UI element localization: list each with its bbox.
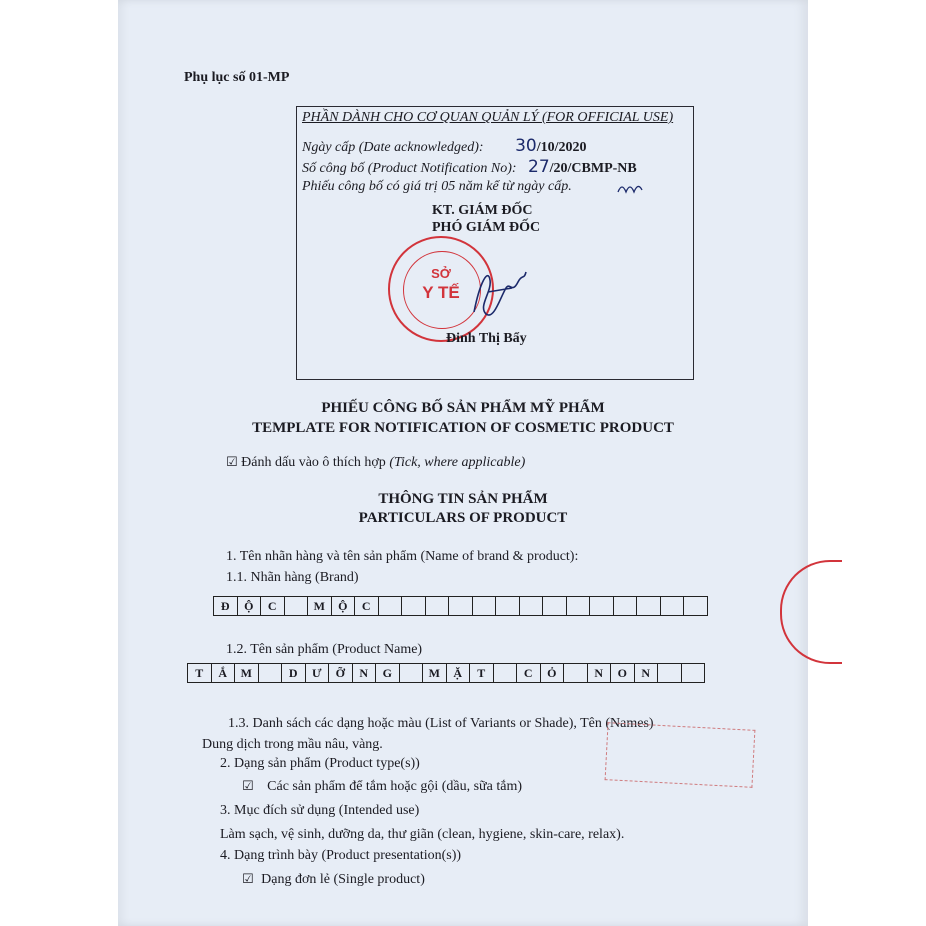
checkbox-checked-icon: ☑	[242, 779, 254, 794]
item-2-heading: 2. Dạng sản phẩm (Product type(s))	[220, 756, 420, 771]
bleed-through-text	[176, 314, 186, 331]
item-3-heading: 3. Mục đích sử dụng (Intended use)	[220, 803, 420, 818]
notification-number-rest: /20/CBMP-NB	[549, 161, 637, 176]
item-2-choice-label: Các sản phẩm để tắm hoặc gội (dầu, sữa tắm)	[267, 779, 522, 794]
letter-box	[426, 597, 450, 615]
section-title-vi: THÔNG TIN SẢN PHẨM	[378, 491, 548, 507]
letter-box: T	[470, 664, 494, 682]
date-acknowledged-row	[302, 136, 586, 156]
date-label: Ngày cấp (Date acknowledged):	[302, 140, 484, 155]
letter-box	[684, 597, 708, 615]
letter-box: Đ	[214, 597, 238, 615]
product-name-grid	[187, 663, 705, 683]
letter-box	[496, 597, 520, 615]
variants-value: Dung dịch trong mầu nâu, vàng.	[202, 737, 383, 752]
item-3-value: Làm sạch, vệ sinh, dưỡng da, thư giãn (clean, hygiene, skin-care, relax).	[220, 827, 625, 842]
letter-box	[637, 597, 661, 615]
letter-box	[567, 597, 591, 615]
validity-note: Phiếu công bố có giá trị 05 năm kể từ ngày cấp.	[302, 179, 572, 194]
letter-box	[400, 664, 424, 682]
letter-box: N	[353, 664, 377, 682]
letter-box	[449, 597, 473, 615]
item-2-choice	[242, 779, 522, 795]
letter-box	[590, 597, 614, 615]
item-4-choice-label: Dạng đơn lẻ (Single product)	[261, 872, 425, 887]
seal-text-line2: Y TẾ	[422, 283, 460, 302]
letter-box: T	[188, 664, 212, 682]
notification-number-row	[302, 157, 637, 177]
appendix-label: Phụ lục số 01-MP	[184, 70, 290, 85]
signer-title-1: KT. GIÁM ĐỐC	[432, 203, 533, 218]
checkbox-checked-icon: ☑	[242, 872, 254, 887]
letter-box: Ư	[306, 664, 330, 682]
letter-box: N	[635, 664, 659, 682]
item-1-3-heading: 1.3. Danh sách các dạng hoặc màu (List of Variants or Shade), Tên (Names)	[228, 716, 654, 731]
letter-box	[402, 597, 426, 615]
letter-box: M	[308, 597, 332, 615]
notification-number-label: Số công bố (Product Notification No):	[302, 161, 517, 176]
date-day-handwritten: 30	[515, 136, 537, 156]
letter-box: G	[376, 664, 400, 682]
tick-instruction	[226, 455, 525, 471]
letter-box	[564, 664, 588, 682]
letter-box	[494, 664, 518, 682]
letter-box	[658, 664, 682, 682]
section-title-en: PARTICULARS OF PRODUCT	[358, 510, 568, 526]
letter-box	[661, 597, 685, 615]
letter-box: Ỏ	[541, 664, 565, 682]
letter-box	[285, 597, 309, 615]
letter-box: C	[261, 597, 285, 615]
letter-box	[473, 597, 497, 615]
bleed-through-text	[176, 340, 186, 357]
checkbox-checked-icon: ☑	[226, 455, 238, 470]
pencil-annotation-box	[605, 722, 756, 788]
brand-name-grid	[213, 596, 708, 616]
letter-box: Ắ	[212, 664, 236, 682]
tick-instruction-vi: Đánh dấu vào ô thích hợp	[241, 455, 386, 470]
item-1-1-heading: 1.1. Nhãn hàng (Brand)	[226, 570, 359, 585]
initials-signature	[616, 180, 646, 200]
letter-box: N	[588, 664, 612, 682]
letter-box: Ộ	[332, 597, 356, 615]
official-box-header: PHẦN DÀNH CHO CƠ QUAN QUẢN LÝ (FOR OFFICIAL USE)	[302, 110, 674, 125]
letter-box	[379, 597, 403, 615]
letter-box	[520, 597, 544, 615]
letter-box: Ộ	[238, 597, 262, 615]
signature-scribble	[466, 262, 530, 324]
letter-box: M	[423, 664, 447, 682]
signer-name: Đinh Thị Bẩy	[446, 331, 527, 346]
signer-title-2: PHÓ GIÁM ĐỐC	[432, 220, 541, 235]
item-4-heading: 4. Dạng trình bày (Product presentation(s))	[220, 848, 462, 863]
form-title-en: TEMPLATE FOR NOTIFICATION OF COSMETIC PRODUCT	[252, 420, 674, 436]
seal-text-line1: SỞ	[431, 266, 451, 281]
form-title-vi: PHIẾU CÔNG BỐ SẢN PHẨM MỸ PHẨM	[321, 400, 605, 416]
letter-box: O	[611, 664, 635, 682]
letter-box	[614, 597, 638, 615]
letter-box	[682, 664, 706, 682]
letter-box: C	[517, 664, 541, 682]
item-4-choice	[242, 872, 425, 888]
letter-box: Ỡ	[329, 664, 353, 682]
notification-number-handwritten: 27	[528, 157, 550, 177]
item-1-2-heading: 1.2. Tên sản phẩm (Product Name)	[226, 642, 423, 657]
letter-box: M	[235, 664, 259, 682]
tick-instruction-en: (Tick, where applicable)	[389, 455, 526, 470]
letter-box	[543, 597, 567, 615]
letter-box: D	[282, 664, 306, 682]
item-1-heading: 1. Tên nhãn hàng và tên sản phẩm (Name of brand & product):	[226, 549, 579, 564]
date-rest: /10/2020	[536, 140, 587, 155]
letter-box	[259, 664, 283, 682]
letter-box: C	[355, 597, 379, 615]
letter-box: Ặ	[447, 664, 471, 682]
